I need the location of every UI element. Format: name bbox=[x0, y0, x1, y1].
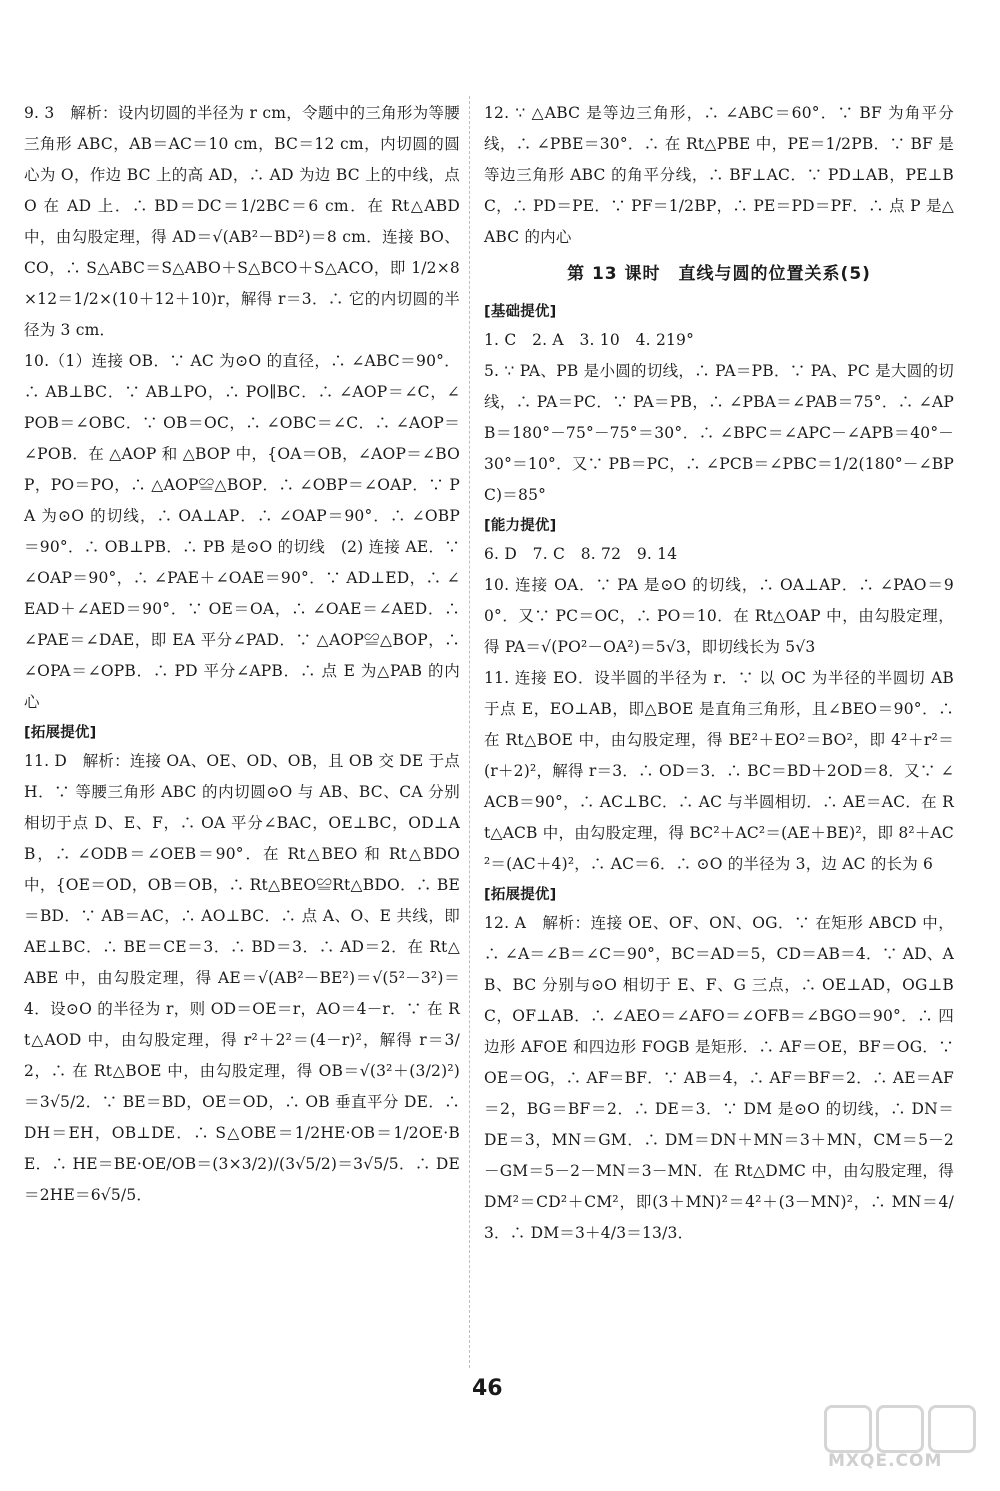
answer-10-r: 10. 连接 OA．∵ PA 是⊙O 的切线，∴ OA⊥AP．∴ ∠PAO＝90°．又∵ PC＝OC，∴ PO＝10．在 Rt△OAP 中，由勾股定理，得 PA＝√(PO²－OA²)＝5√3，即切线长为 5√3 bbox=[484, 576, 954, 656]
answer-12-prev: 12. ∵ △ABC 是等边三角形，∴ ∠ABC＝60°．∵ BF 为角平分线，∴ ∠PBE＝30°．∴ 在 Rt△PBE 中，PE＝1/2PB．∵ BF 是等边三角形 ABC 的角平分线，∴ BF⊥AC．∵ PD⊥AB，PE⊥BC，∴ PD＝PE．∵ PF＝1/2BP，∴ PE＝PD＝PF．∴ 点 P 是△ABC 的内心 bbox=[484, 104, 954, 246]
answer-10: 10.（1）连接 OB．∵ AC 为⊙O 的直径，∴ ∠ABC＝90°．∴ AB⊥BC．∵ AB⊥PO，∴ PO∥BC．∴ ∠AOP＝∠C，∠POB＝∠OBC．∵ OB＝OC，∴ ∠OBC＝∠C．∴ ∠AOP＝∠POB．在 △AOP 和 △BOP 中，{OA＝OB，∠AOP＝∠BOP，PO＝PO，∴ △AOP≌△BOP．∴ ∠OBP＝∠OAP．∵ PA 为⊙O 的切线，∴ OA⊥AP．∴ ∠OAP＝90°．∴ ∠OBP＝90°．∴ OB⊥PB．∴ PB 是⊙O 的切线 (2) 连接 AE．∵ ∠OAP＝90°，∴ ∠PAE＋∠OAE＝90°．∵ AD⊥ED，∴ ∠EAD＋∠AED＝90°．∵ OE＝OA，∴ ∠OAE＝∠AED．∴ ∠PAE＝∠DAE，即 EA 平分∠PAD．∵ △AOP≌△BOP，∴ ∠OPA＝∠OPB．∴ PD 平分∠APB．∴ 点 E 为△PAB 的内心 bbox=[24, 352, 460, 711]
lesson-heading: 第 13 课时 直线与圆的位置关系(5) bbox=[567, 264, 871, 284]
left-column bbox=[24, 98, 460, 1211]
watermark-text: MXQE.COM bbox=[828, 1451, 943, 1471]
answer-9: 9. 3 解析：设内切圆的半径为 r cm，令题中的三角形为等腰三角形 ABC，AB＝AC＝10 cm，BC＝12 cm，内切圆的圆心为 O，作边 BC 上的高 AD，∴ AD 为边 BC 上的中线，点 O 在 AD 上．∴ BD＝DC＝1/2BC＝6 cm．在 Rt△ABD 中，由勾股定理，得 AD＝√(AB²－BD²)＝8 cm．连接 BO、CO，∴ S△ABC＝S△ABO＋S△BCO＋S△ACO，即 1/2×8×12＝1/2×(10＋12＋10)r，解得 r＝3．∴ 它的内切圆的半径为 3 cm． bbox=[24, 104, 460, 339]
page-number: 46 bbox=[472, 1376, 503, 1401]
answers-1-4: 1. C 2. A 3. 10 4. 219° bbox=[484, 331, 695, 349]
watermark-logo bbox=[820, 1405, 990, 1485]
section-label-ability: [能力提优] bbox=[484, 518, 557, 534]
answers-6-9: 6. D 7. C 8. 72 9. 14 bbox=[484, 545, 678, 563]
right-column bbox=[484, 98, 954, 1249]
answer-11-r: 11. 连接 EO．设半圆的半径为 r．∵ 以 OC 为半径的半圆切 AB 于点 E，EO⊥AB，即△BOE 是直角三角形，且∠BEO＝90°．∴ 在 Rt△BOE 中，由勾股定理，得 BE²＋EO²＝BO²，即 4²＋r²＝(r＋2)²，解得 r＝3．∴ OD＝3．∴ BC＝BD＋2OD＝8．又∵ ∠ACB＝90°，∴ AC⊥BC．∴ AC 与半圆相切．∴ AE＝AC．在 Rt△ACB 中，由勾股定理，得 BC²＋AC²＝(AE＋BE)²，即 8²＋AC²＝(AC＋4)²，∴ AC＝6．∴ ⊙O 的半径为 3，边 AC 的长为 6 bbox=[484, 669, 954, 873]
section-label-extension-r: [拓展提优] bbox=[484, 887, 557, 903]
answer-5: 5. ∵ PA、PB 是小圆的切线，∴ PA＝PB．∵ PA、PC 是大圆的切线，∴ PA＝PC．∵ PA＝PB，∴ ∠PBA＝∠PAB＝75°．∴ ∠APB＝180°－75°－75°＝30°．∴ ∠BPC＝∠APC－∠APB＝40°－30°＝10°．又∵ PB＝PC，∴ ∠PCB＝∠PBC＝1/2(180°－∠BPC)＝85° bbox=[484, 362, 954, 504]
section-label-extension: [拓展提优] bbox=[24, 725, 97, 741]
answer-11: 11. D 解析：连接 OA、OE、OD、OB，且 OB 交 DE 于点 H．∵ 等腰三角形 ABC 的内切圆⊙O 与 AB、BC、CA 分别相切于点 D、E、F，∴ OA 平分∠BAC，OE⊥BC，OD⊥AB，∴ ∠ODB＝∠OEB＝90°．在 Rt△BEO 和 Rt△BDO 中，{OE＝OD，OB＝OB，∴ Rt△BEO≌Rt△BDO．∴ BE＝BD．∵ AB＝AC，∴ AO⊥BC．∴ 点 A、O、E 共线，即 AE⊥BC．∴ BE＝CE＝3．∴ BD＝3．∴ AD＝2．在 Rt△ABE 中，由勾股定理，得 AE＝√(AB²－BE²)＝√(5²－3²)＝4．设⊙O 的半径为 r，则 OD＝OE＝r，AO＝4－r．∵ 在 Rt△AOD 中，由勾股定理，得 r²＋2²＝(4－r)²，解得 r＝3/2，∴ 在 Rt△BOE 中，由勾股定理，得 OB＝√(3²＋(3/2)²)＝3√5/2．∵ BE＝BD，OE＝OD，∴ OB 垂直平分 DE．∴ DH＝EH，OB⊥DE．∴ S△OBE＝1/2HE·OB＝1/2OE·BE．∴ HE＝BE·OE/OB＝(3×3/2)/(3√5/2)＝3√5/5．∴ DE＝2HE＝6√5/5． bbox=[24, 752, 460, 1204]
column-divider bbox=[469, 96, 470, 1368]
section-label-basic: [基础提优] bbox=[484, 304, 557, 320]
answer-12-r: 12. A 解析：连接 OE、OF、ON、OG．∵ 在矩形 ABCD 中，∴ ∠A＝∠B＝∠C＝90°，BC＝AD＝5，CD＝AB＝4．∵ AD、AB、BC 分别与⊙O 相切于 E、F、G 三点，∴ OE⊥AD，OG⊥BC，OF⊥AB．∴ ∠AEO＝∠AFO＝∠OFB＝∠BGO＝90°．∴ 四边形 AFOE 和四边形 FOGB 是矩形．∴ AF＝OE，BF＝OG．∵ OE＝OG，∴ AF＝BF．∵ AB＝4，∴ AF＝BF＝2．∴ AE＝AF＝2，BG＝BF＝2．∴ DE＝3．∵ DM 是⊙O 的切线，∴ DN＝DE＝3，MN＝GM．∴ DM＝DN＋MN＝3＋MN，CM＝5－2－GM＝5－2－MN＝3－MN．在 Rt△DMC 中，由勾股定理，得 DM²＝CD²＋CM²，即(3＋MN)²＝4²＋(3－MN)²，∴ MN＝4/3．∴ DM＝3＋4/3＝13/3． bbox=[484, 914, 954, 1242]
